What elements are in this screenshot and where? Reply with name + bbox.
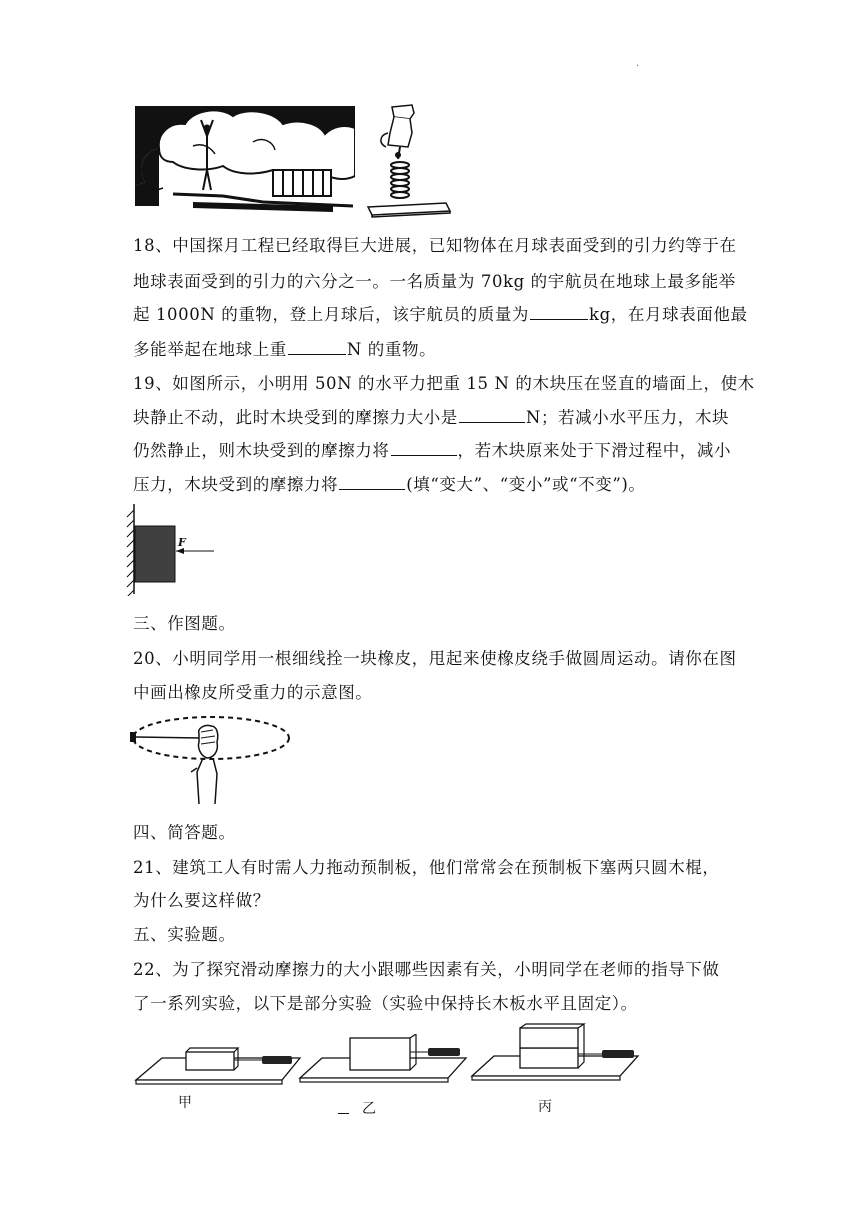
label-yi: 乙 [362,1101,376,1117]
corner-mark: . [636,58,640,69]
q18-line1: 18、中国探月工程已经取得巨大进展，已知物体在月球表面受到的引力约等于在 [133,236,737,255]
answer-blank-mass[interactable] [530,305,588,320]
q19-line3-b: ，若木块原来处于下滑过程中，减小 [457,441,732,460]
q19-line4-a: 压力，木块受到的摩擦力将 [133,475,339,494]
q20-line1: 20、小明同学用一根细线拴一块橡皮，甩起来使橡皮绕手做圆周运动。请你在图 [133,649,737,668]
q19-line2 [133,404,729,428]
answer-blank-weight[interactable] [288,340,346,355]
q21-line2: 为什么要这样做？ [133,891,270,910]
figure-spring-hand [364,103,454,218]
q21-line1: 21、建筑工人有时需人力拖动预制板，他们常常会在预制板下塞两只圆木棍， [133,858,720,877]
section-5-title: 五、实验题。 [133,925,236,944]
section-4-title: 四、简答题。 [133,823,236,842]
figure-eraser-circle [127,712,297,808]
q18-line3-b: kg，在月球表面他最 [589,305,748,324]
q22-line1: 22、为了探究滑动摩擦力的大小跟哪些因素有关，小明同学在老师的指导下做 [133,960,720,979]
figure-experiment-yi [298,1034,468,1084]
q20-line2: 中画出橡皮所受重力的示意图。 [133,683,373,702]
figure-experiment-bing [470,1022,640,1082]
label-jia: 甲 [178,1095,192,1111]
q18-line2: 地球表面受到的引力的六分之一。一名质量为 70kg 的宇航员在地球上最多能举 [133,272,736,291]
q18-line4-b: N 的重物。 [346,340,437,359]
answer-blank-change2[interactable] [339,475,405,490]
q18-line4 [133,336,436,360]
answer-blank-friction[interactable] [459,408,525,423]
figure-experiment-jia [134,1040,302,1086]
figure-block-wall [124,500,216,596]
q18-line3-a: 起 1000N 的重物，登上月球后，该宇航员的质量为 [133,305,530,324]
label-bing: 丙 [538,1099,552,1115]
q19-line4 [133,471,646,495]
q19-line1: 19、如图所示，小明用 50N 的水平力把重 15 N 的木块压在竖直的墙面上，使木 [133,374,755,393]
label-yi-mark [338,1113,349,1114]
figure-jumper-cloud [133,106,355,218]
force-label: F [178,536,186,549]
q19-line2-a: 块静止不动，此时木块受到的摩擦力大小是 [133,408,458,427]
q18-line3 [133,301,748,325]
q19-line3 [133,437,731,461]
q19-line4-b: (填“变大”、“变小”或“不变”)。 [406,475,646,494]
q18-line4-a: 多能举起在地球上重 [133,340,287,359]
q22-line2: 了一系列实验，以下是部分实验（实验中保持长木板水平且固定）。 [133,994,638,1013]
q19-line3-a: 仍然静止，则木块受到的摩擦力将 [133,441,390,460]
answer-blank-change1[interactable] [391,441,457,456]
q19-line2-b: N；若减小水平压力，木块 [525,408,730,427]
section-3-title: 三、作图题。 [133,614,236,633]
